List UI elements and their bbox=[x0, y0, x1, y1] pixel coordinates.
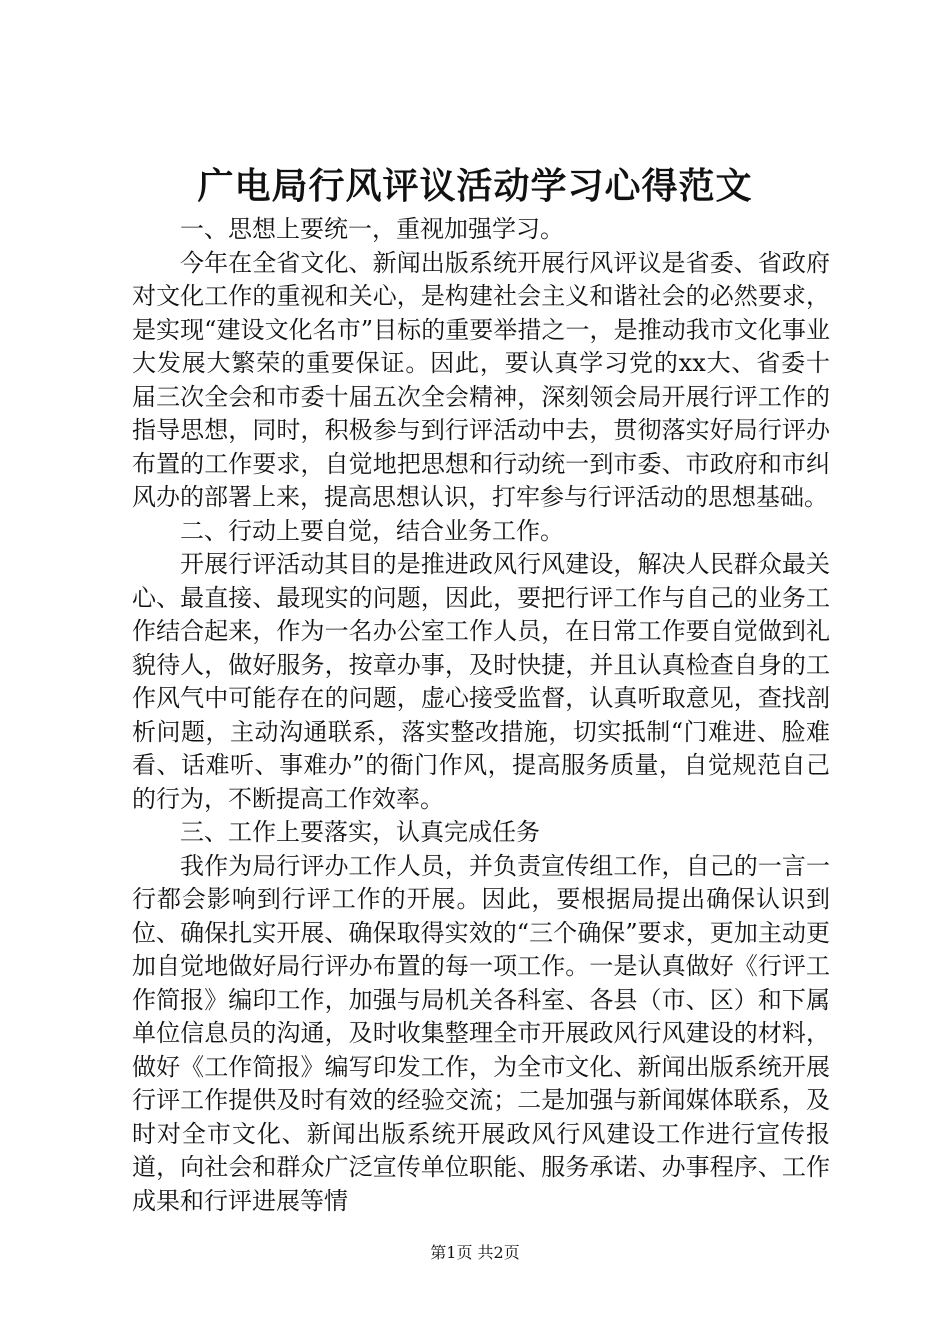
document-body bbox=[132, 213, 830, 1218]
page-footer: 第1页 共2页 bbox=[430, 1243, 520, 1262]
body-paragraph-1: 今年在全省文化、新闻出版系统开展行风评议是省委、省政府对文化工作的重视和关心，是构建社会主义和谐社会的必然要求，是实现“建设文化名市”目标的重要举措之一，是推动我市文化事业大发展大繁荣的重要保证。因此，要认真学习党的xx大、省委十届三次全会和市委十届五次全会精神，深刻领会局开展行评工作的指导思想，同时，积极参与到行评活动中去，贯彻落实好局行评办布置的工作要求，自觉地把思想和行动统一到市委、市政府和市纠风办的部署上来，提高思想认识，打牢参与行评活动的思想基础。 bbox=[132, 248, 830, 511]
document-title: 广电局行风评议活动学习心得范文 bbox=[197, 165, 753, 207]
section-heading-2: 二、行动上要自觉，结合业务工作。 bbox=[180, 516, 564, 545]
section-heading-3: 三、工作上要落实，认真完成任务 bbox=[180, 818, 540, 846]
section-heading-1: 一、思想上要统一，重视加强学习。 bbox=[180, 215, 564, 243]
body-paragraph-3: 我作为局行评办工作人员，并负责宣传组工作，自己的一言一行都会影响到行评工作的开展。因此，要根据局提出确保认识到位、确保扎实开展、确保取得实效的“三个确保”要求，更加主动更加自觉地做好局行评办布置的每一项工作。一是认真做好《行评工作简报》编印工作，加强与局机关各科室、各县（市、区）和下属单位信息员的沟通，及时收集整理全市开展政风行风建设的材料，做好《工作简报》编写印发工作，为全市文化、新闻出版系统开展行评工作提供及时有效的经验交流；二是加强与新闻媒体联系，及时对全市文化、新闻出版系统开展政风行风建设工作进行宣传报道，向社会和群众广泛宣传单位职能、服务承诺、办事程序、工作成果和行评进展等情 bbox=[132, 851, 830, 1215]
body-paragraph-2: 开展行评活动其目的是推进政风行风建设，解决人民群众最关心、最直接、最现实的问题，因此，要把行评工作与自己的业务工作结合起来，作为一名办公室工作人员，在日常工作要自觉做到礼貌待人，做好服务，按章办事，及时快捷，并且认真检查自身的工作风气中可能存在的问题，虚心接受监督，认真听取意见，查找剖析问题，主动沟通联系，落实整改措施，切实抵制“门难进、脸难看、话难听、事难办”的衙门作风，提高服务质量，自觉规范自己的行为，不断提高工作效率。 bbox=[132, 550, 830, 813]
